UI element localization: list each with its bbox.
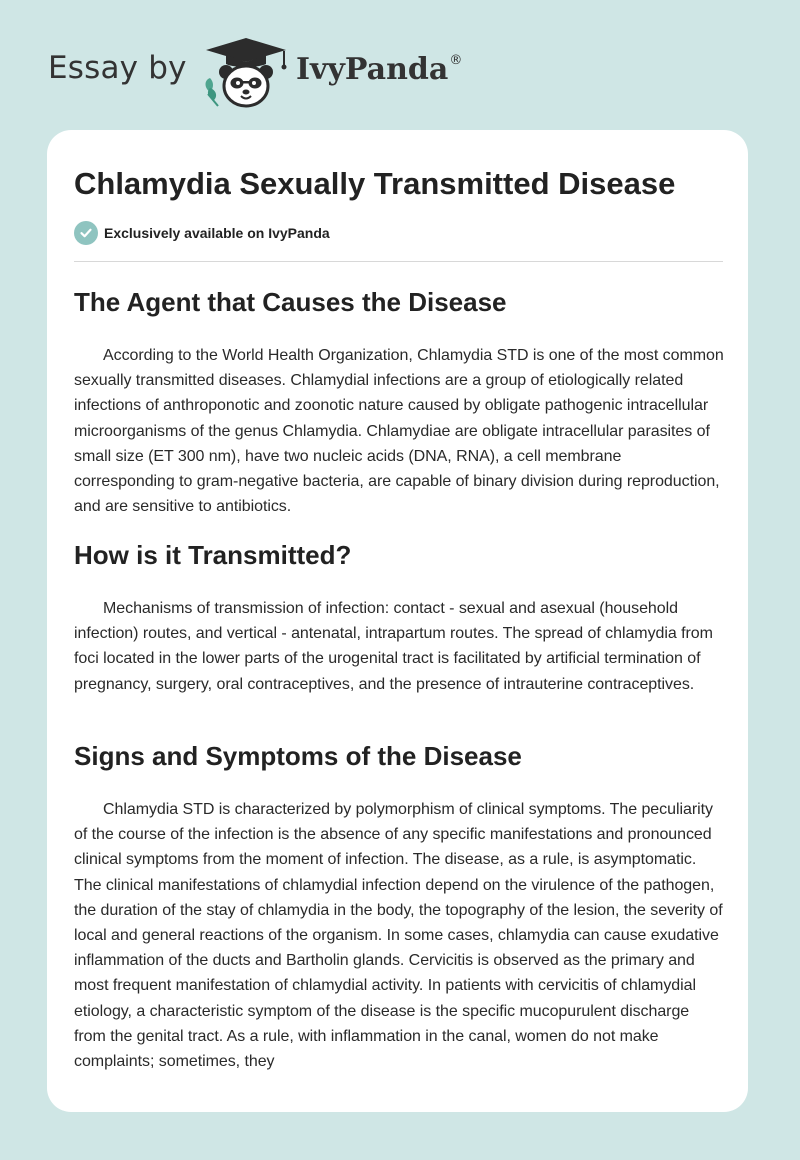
brand-prefix: Essay by — [48, 50, 187, 86]
essay-card — [47, 130, 748, 1112]
panda-graduate-icon[interactable] — [200, 36, 292, 110]
registered-mark: ® — [449, 53, 463, 68]
brand-name-text: IvyPanda — [296, 52, 449, 87]
brand-name[interactable] — [296, 52, 462, 87]
exclusive-badge — [74, 220, 330, 246]
site-header — [0, 0, 800, 128]
essay-title: Chlamydia Sexually Transmitted Disease — [74, 166, 676, 201]
section-paragraph-symptoms: Chlamydia STD is characterized by polymorphism of clinical symptoms. The peculiarity of the course of the infection is the absence of any specific manifestations and pronounced clinical symptoms from the moment of infection. The disease, as a rule, is asymptomatic. The clinical manifestations of chlamydial infection depend on the virulence of the pathogen, the duration of the stay of chlamydia in the body, the topography of the lesion, the severity of local and general reactions of the organism. In some cases, chlamydia can cause exudative inflammation of the ducts and Bartholin glands. Cervicitis is observed as the primary and most frequent manifestation of chlamydial activity. In patients with cervicitis of chlamydial etiology, a characteristic symptom of the disease is the specific mucopurulent discharge from the genital tract. As a rule, with inflammation in the canal, women do not make complaints; sometimes, they — [74, 801, 723, 1071]
title-divider — [74, 261, 723, 262]
check-circle-icon — [74, 221, 98, 245]
section-heading-agent: The Agent that Causes the Disease — [74, 287, 507, 317]
exclusive-label: Exclusively available on IvyPanda — [104, 225, 330, 241]
section-paragraph-transmission: Mechanisms of transmission of infection: contact - sexual and asexual (household infection) routes, and vertical - antenatal, intrapartum routes. The spread of chlamydia from foci located in the lower parts of the urogenital tract is facilitated by artificial termination of pregnancy, surgery, oral contraceptives, and the presence of intrauterine contraceptives. — [74, 600, 713, 693]
section-heading-transmission: How is it Transmitted? — [74, 540, 352, 570]
section-paragraph-agent: According to the World Health Organization, Chlamydia STD is one of the most common sexually transmitted diseases. Chlamydial infections are a group of etiologically related infections of anthroponotic and zoonotic nature caused by obligate pathogenic intracellular microorganisms of the genus Chlamydia. Chlamydiae are obligate intracellular parasites of small size (ET 300 nm), have two nucleic acids (DNA, RNA), a cell membrane corresponding to gram-negative bacteria, are capable of binary division during reproduction, and are sensitive to antibiotics. — [74, 347, 724, 516]
section-heading-symptoms: Signs and Symptoms of the Disease — [74, 741, 522, 771]
